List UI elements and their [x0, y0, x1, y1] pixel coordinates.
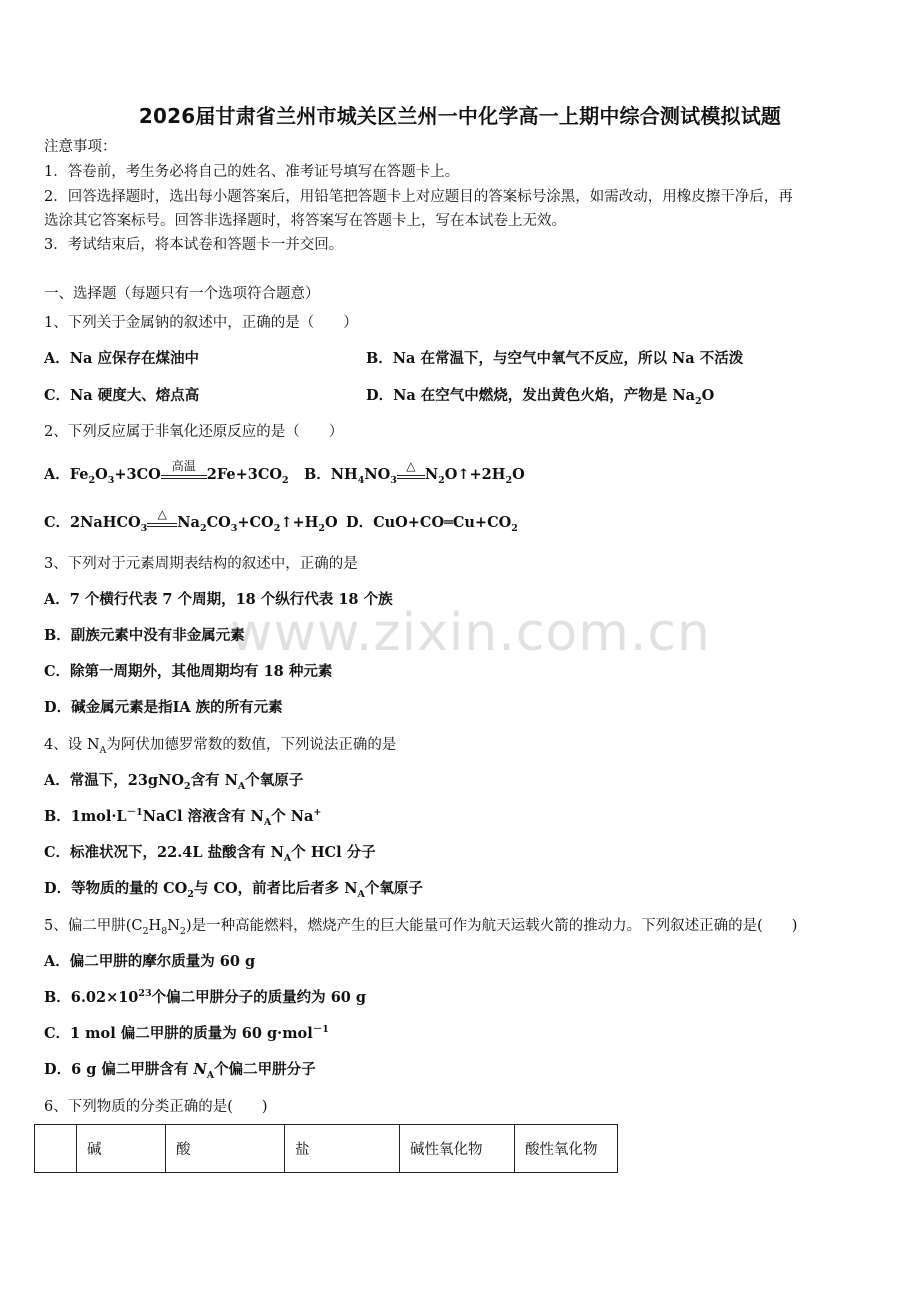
q1-option-b[interactable]: B．Na 在常温下，与空气中氧气不反应，所以 Na 不活泼: [366, 350, 744, 367]
q5-option-d[interactable]: D．6 g 偏二甲肼含有 $N_A$个偏二甲肼分子: [44, 1061, 316, 1081]
reaction-condition-arrow: 高温: [161, 469, 207, 479]
watermark: www.zixin.com.cn: [230, 603, 711, 663]
table-header-row: [35, 1125, 618, 1173]
q4-option-c[interactable]: C．标准状况下，22.4L 盐酸含有 $N_A$个 HCl 分子: [44, 844, 376, 864]
table-header-cell: 碱性氧化物: [400, 1125, 515, 1173]
question-4-stem: 4、设 $N_A$为阿伏加德罗常数的数值，下列说法正确的是: [44, 737, 397, 756]
q3-option-d[interactable]: D．碱金属元素是指IA 族的所有元素: [44, 699, 283, 716]
question-2-stem: 2、下列反应属于非氧化还原反应的是（ ）: [44, 424, 344, 440]
classification-table: [34, 1124, 618, 1173]
table-header-cell: [35, 1125, 77, 1173]
question-6-stem: 6、下列物质的分类正确的是( ): [44, 1099, 268, 1115]
table-header-cell: 盐: [285, 1125, 400, 1173]
section-heading: 一、选择题（每题只有一个选项符合题意）: [44, 286, 320, 302]
q4-option-a[interactable]: A．常温下，23gNO$_2$含有 $N_A$个氧原子: [44, 772, 304, 792]
q3-option-b[interactable]: B．副族元素中没有非金属元素: [44, 627, 245, 644]
notes-heading: 注意事项：: [44, 139, 117, 155]
table-header-cell: 碱: [77, 1125, 166, 1173]
note-1: 1．答卷前，考生务必将自己的姓名、准考证号填写在答题卡上。: [44, 164, 460, 180]
q2-option-d[interactable]: D．$CuO+CO═Cu+CO_2$: [346, 514, 518, 534]
question-5-stem: 5、偏二甲肼$(C_2H_8N_2)$是一种高能燃料，燃烧产生的巨大能量可作为航天运载火箭的推动力。下列叙述正确的是( ): [44, 918, 798, 937]
q5-option-a[interactable]: A．偏二甲肼的摩尔质量为 60 g: [44, 953, 256, 970]
q1-option-a[interactable]: A．Na 应保存在煤油中: [44, 350, 199, 367]
question-3-stem: 3、下列对于元素周期表结构的叙述中，正确的是: [44, 556, 358, 572]
reaction-condition-arrow: △: [147, 517, 177, 527]
reaction-condition-arrow: △: [397, 469, 425, 479]
q4-option-b[interactable]: B．$1mol\cdot L^{-1}NaCl$ 溶液含有 $N_A$个 Na+: [44, 807, 322, 828]
q4-option-d[interactable]: D．等物质的量的 $CO_2$与 CO，前者比后者多 $N_A$个氧原子: [44, 880, 423, 900]
note-2a: 2．回答选择题时，选出每小题答案后，用铅笔把答题卡上对应题目的答案标号涂黑，如需改动，用橡皮擦干净后，再: [44, 189, 793, 205]
q2-option-c[interactable]: C．2NaHCO$_3$ △ $Na_2CO_3+CO_2↑+H_2O$: [44, 507, 338, 534]
q3-option-a[interactable]: A．7 个横行代表 7 个周期，18 个纵行代表 18 个族: [44, 591, 393, 608]
q1-option-c[interactable]: C．Na 硬度大、熔点高: [44, 387, 200, 404]
table-header-cell: 酸: [166, 1125, 285, 1173]
page-title: 2026届甘肃省兰州市城关区兰州一中化学高一上期中综合测试模拟试题: [138, 104, 782, 128]
table-header-cell: 酸性氧化物: [515, 1125, 618, 1173]
q1-option-d[interactable]: D．Na 在空气中燃烧，发出黄色火焰，产物是 $Na_2O$: [366, 387, 715, 407]
note-3: 3．考试结束后，将本试卷和答题卡一并交回。: [44, 237, 344, 253]
q5-option-c[interactable]: C．1 mol 偏二甲肼的质量为 60 g·mol$^{-1}$: [44, 1024, 329, 1042]
q2-option-b[interactable]: B．$NH_4NO_3$ △ $N_2O↑+2H_2O$: [304, 459, 525, 486]
note-2b: 选涂其它答案标号。回答非选择题时，将答案写在答题卡上，写在本试卷上无效。: [44, 213, 566, 229]
q2-option-a[interactable]: A．$Fe_2O_3+3CO$ 高温 $2Fe+3CO_2$: [44, 459, 289, 486]
question-1-stem: 1、下列关于金属钠的叙述中，正确的是（ ）: [44, 315, 358, 331]
q3-option-c[interactable]: C．除第一周期外，其他周期均有 18 种元素: [44, 663, 333, 680]
q5-option-b[interactable]: B．$6.02\times 10^{23}$个偏二甲肼分子的质量约为 60 g: [44, 988, 367, 1006]
